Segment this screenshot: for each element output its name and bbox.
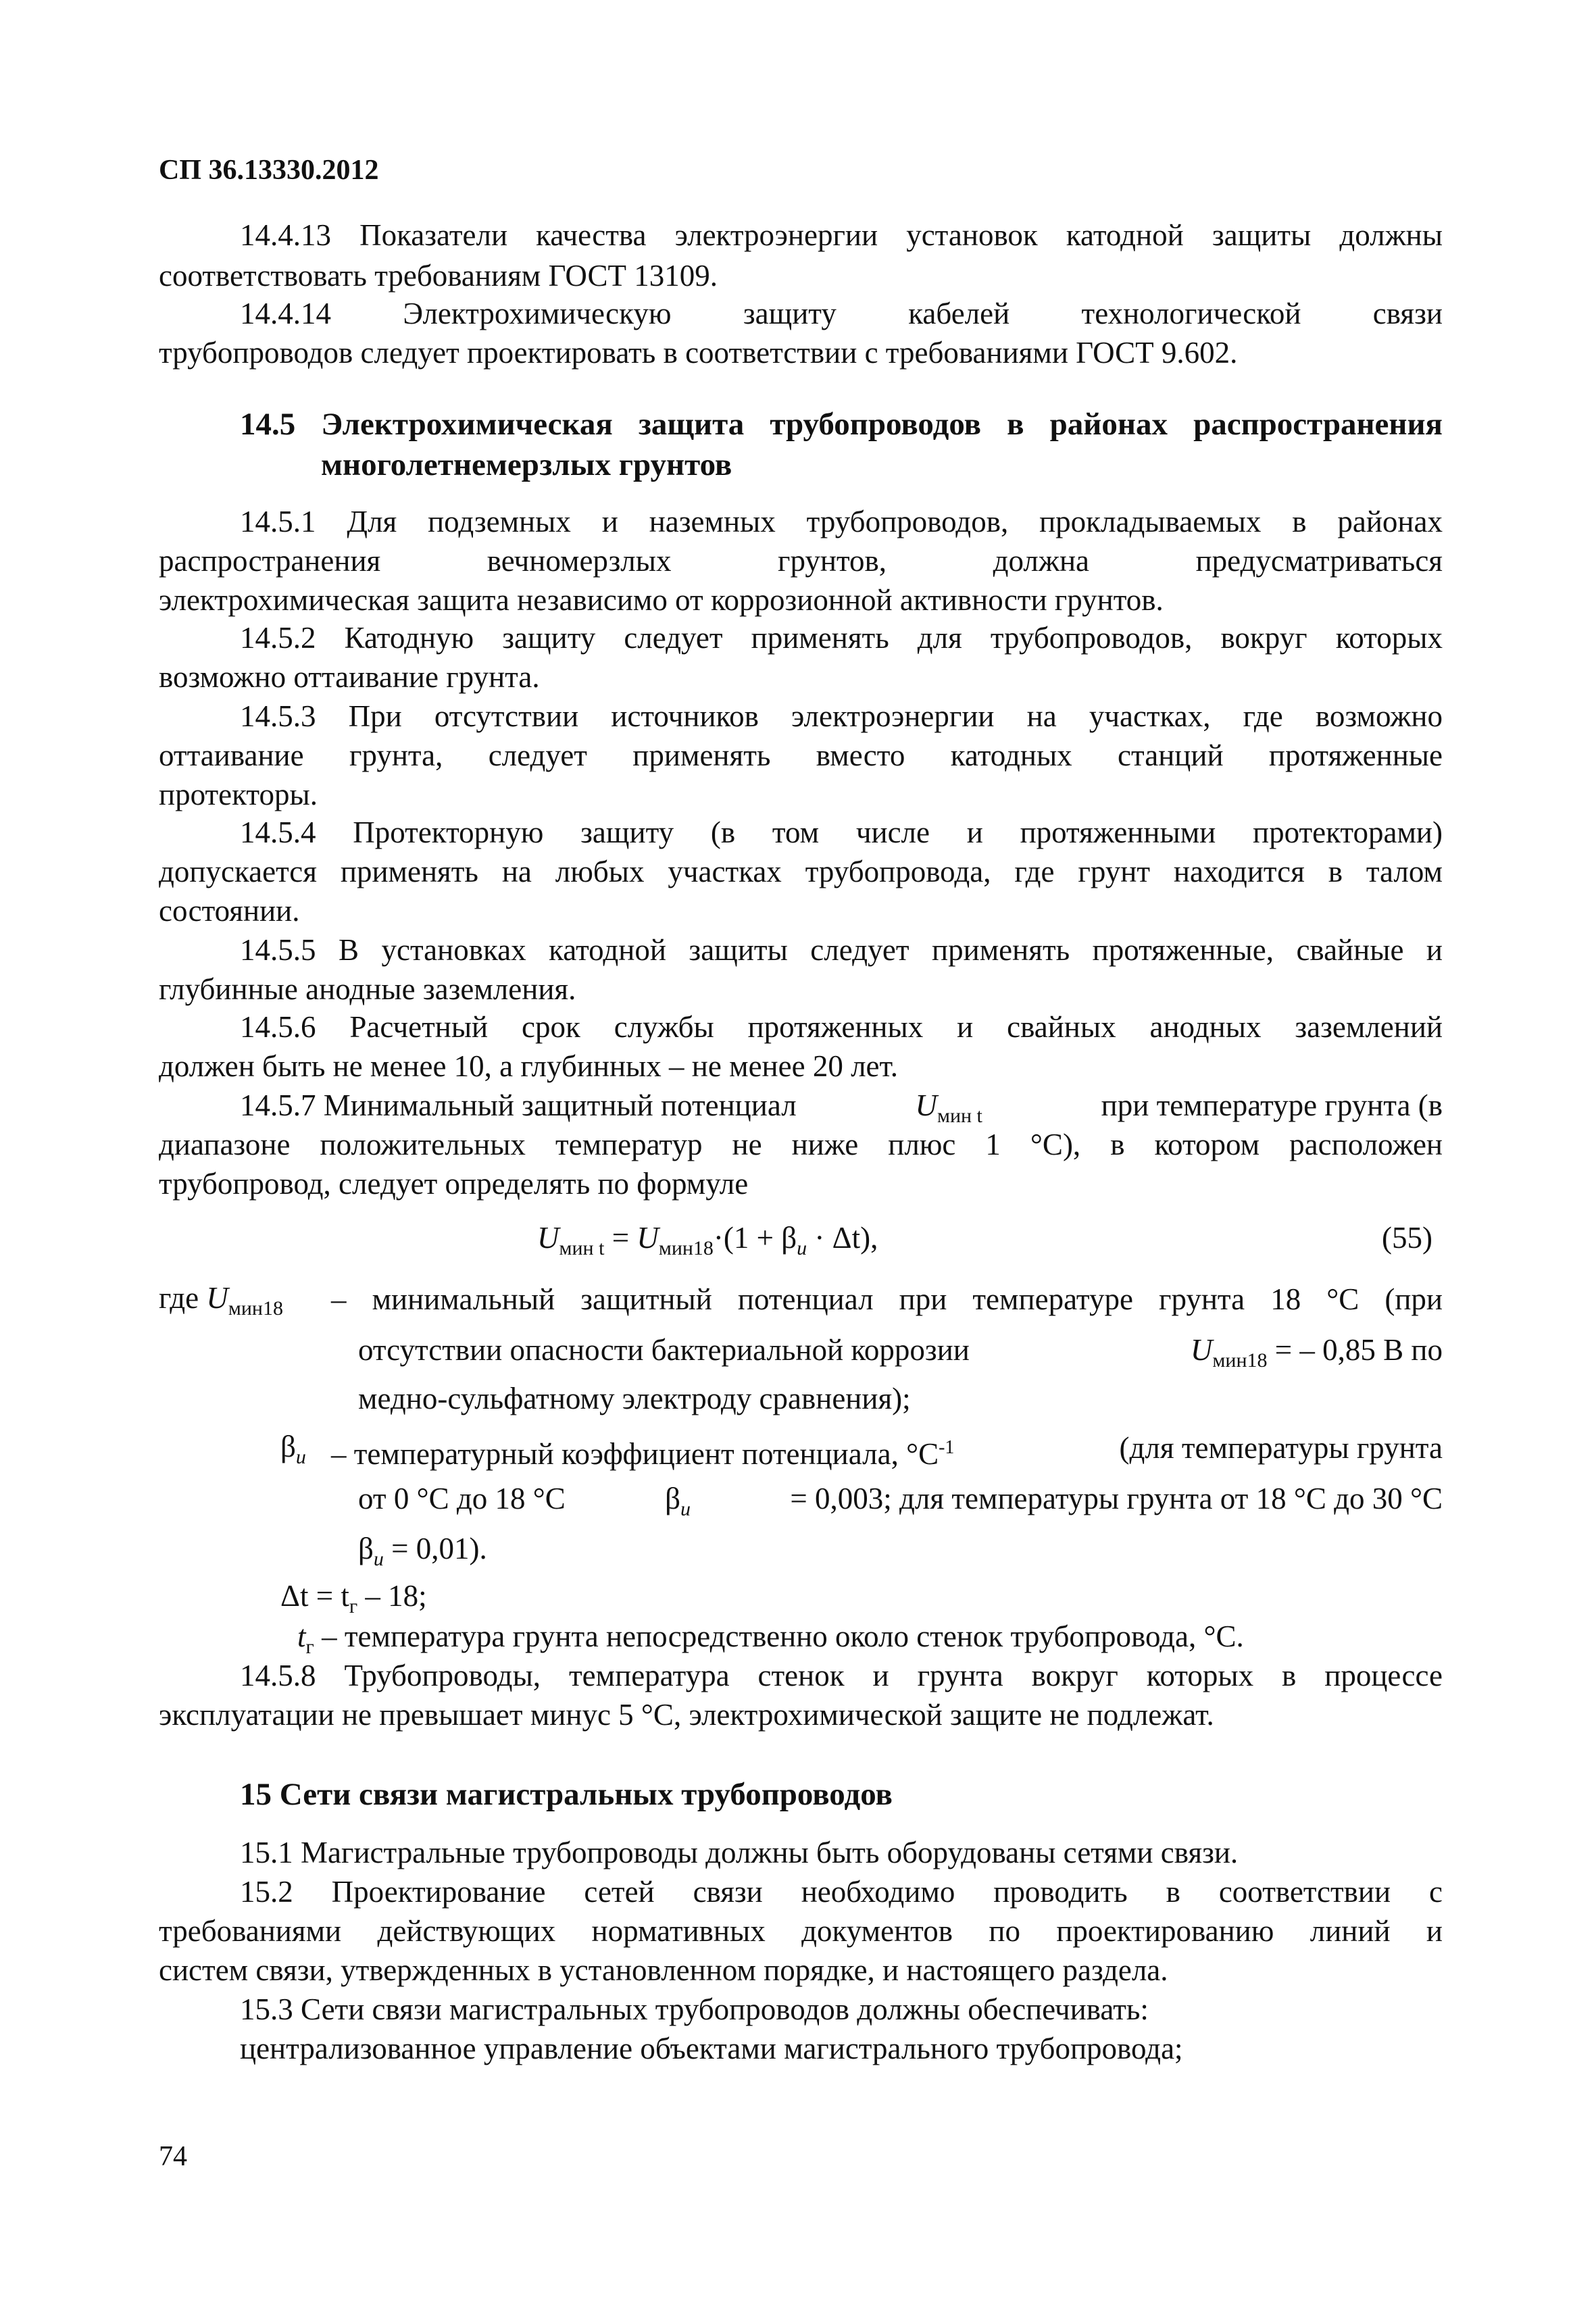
where-umin18-label: где $U_{мин18}$ [159,1281,283,1319]
paragraph-14-5-4-line2: допускается применять на любых участках трубопровода, где грунт находится в талом [159,855,1443,888]
paragraph-14-5-8-line1: 14.5.8 Трубопроводы, температура стенок и грунта вокруг которых в процессе [240,1659,1443,1692]
page-number: 74 [159,2141,187,2172]
beta-u-definition-line3: $\beta_u = 0,01$). [358,1532,487,1570]
paragraph-14-5-5-line2: глубинные анодные заземления. [159,972,576,1006]
paragraph-14-5-3-line1: 14.5.3 При отсутствии источников электроэнергии на участках, где возможно [240,699,1443,733]
umin18-definition-line2: отсутствии опасности бактериальной коррозии $U_{мин18}$ = – 0,85 В по [358,1333,1443,1372]
paragraph-14-5-3-line2: оттаивание грунта, следует применять вместо катодных станций протяженные [159,738,1443,772]
umin18-definition-line3: медно-сульфатному электроду сравнения); [358,1382,911,1415]
paragraph-14-5-1-line1: 14.5.1 Для подземных и наземных трубопроводов, прокладываемых в районах [240,505,1443,538]
paragraph-15-2-line3: систем связи, утвержденных в установленном порядке, и настоящего раздела. [159,1953,1168,1987]
tg-definition: $t_г$ – температура грунта непосредственно около стенок трубопровода, °С. [297,1619,1244,1658]
document-code-header: СП 36.13330.2012 [159,155,379,186]
paragraph-14-5-7-text-a: 14.5.7 Минимальный защитный потенциал [240,1088,797,1122]
paragraph-14-5-2-line2: возможно оттаивание грунта. [159,660,540,694]
beta-u-definition-line2: от 0 °С до 18 °С $\beta_u$ = 0,003; для температуры грунта от 18 °С до 30 °С [358,1482,1443,1520]
paragraph-14-4-14-line1: 14.4.14 Электрохимическую защиту кабелей технологической связи [240,297,1443,330]
paragraph-14-5-8-line2: эксплуатации не превышает минус 5 °С, электрохимической защите не подлежат. [159,1698,1214,1732]
paragraph-15-3-line2: централизованное управление объектами магистрального трубопровода; [240,2032,1183,2065]
section-heading-14-5-line2: многолетнемерзлых грунтов [321,447,732,482]
formula-55: $U_{мин t} = U_{мин18}\cdot(1 + \beta_u \cdot \Delta t)$, [537,1221,878,1259]
paragraph-14-5-4-line1: 14.5.4 Протекторную защиту (в том числе и протяженными протекторами) [240,815,1443,849]
paragraph-14-5-7-line2: диапазоне положительных температур не ниже плюс 1 °С), в котором расположен [159,1128,1443,1161]
paragraph-15-2-line1: 15.2 Проектирование сетей связи необходимо проводить в соответствии с [240,1875,1443,1909]
section-heading-15: 15 Сети связи магистральных трубопроводов [240,1777,893,1812]
formula-number: (55) [1382,1221,1432,1255]
paragraph-14-5-6-line1: 14.5.6 Расчетный срок службы протяженных и свайных анодных заземлений [240,1010,1443,1044]
section-heading-14-5-line1: 14.5 Электрохимическая защита трубопроводов в районах распространения [240,407,1443,442]
paragraph-14-5-1-line3: электрохимическая защита независимо от коррозионной активности грунтов. [159,583,1164,617]
paragraph-14-5-2-line1: 14.5.2 Катодную защиту следует применять для трубопроводов, вокруг которых [240,621,1443,655]
paragraph-14-5-6-line2: должен быть не менее 10, а глубинных – не менее 20 лет. [159,1049,899,1083]
paragraph-14-5-5-line1: 14.5.5 В установках катодной защиты следует применять протяженные, свайные и [240,933,1443,967]
paragraph-14-5-4-line3: состоянии. [159,894,300,928]
paragraph-14-5-3-line3: протекторы. [159,778,318,811]
paragraph-14-5-7-line3: трубопровод, следует определять по формуле [159,1167,749,1201]
paragraph-14-5-7-text-b: при температуре грунта (в [1101,1088,1443,1122]
paragraph-14-4-13-line2: соответствовать требованиям ГОСТ 13109. [159,259,718,293]
delta-t-definition: $\Delta t = t_г - 18$; [280,1579,427,1617]
paragraph-14-4-14-line2: трубопроводов следует проектировать в соответствии с требованиями ГОСТ 9.602. [159,336,1238,370]
paragraph-14-5-1-line2: распространения вечномерзлых грунтов, должна предусматриваться [159,544,1443,578]
umin18-definition-line1: – минимальный защитный потенциал при температуре грунта 18 °С (при [331,1282,1443,1316]
beta-u-label: $\beta_u$ [280,1430,306,1468]
umin-t-symbol: $U_{мин t}$ [915,1088,982,1127]
beta-u-definition-line1: – температурный коэффициент потенциала, $^\circ С^{-1}$ (для температуры грунта [331,1431,1443,1471]
paragraph-15-2-line2: требованиями действующих нормативных документов по проектированию линий и [159,1914,1443,1948]
paragraph-15-1: 15.1 Магистральные трубопроводы должны быть оборудованы сетями связи. [240,1836,1239,1869]
paragraph-14-4-13-line1: 14.4.13 Показатели качества электроэнергии установок катодной защиты должны [240,218,1443,252]
paragraph-15-3-line1: 15.3 Сети связи магистральных трубопроводов должны обеспечивать: [240,1992,1149,2026]
